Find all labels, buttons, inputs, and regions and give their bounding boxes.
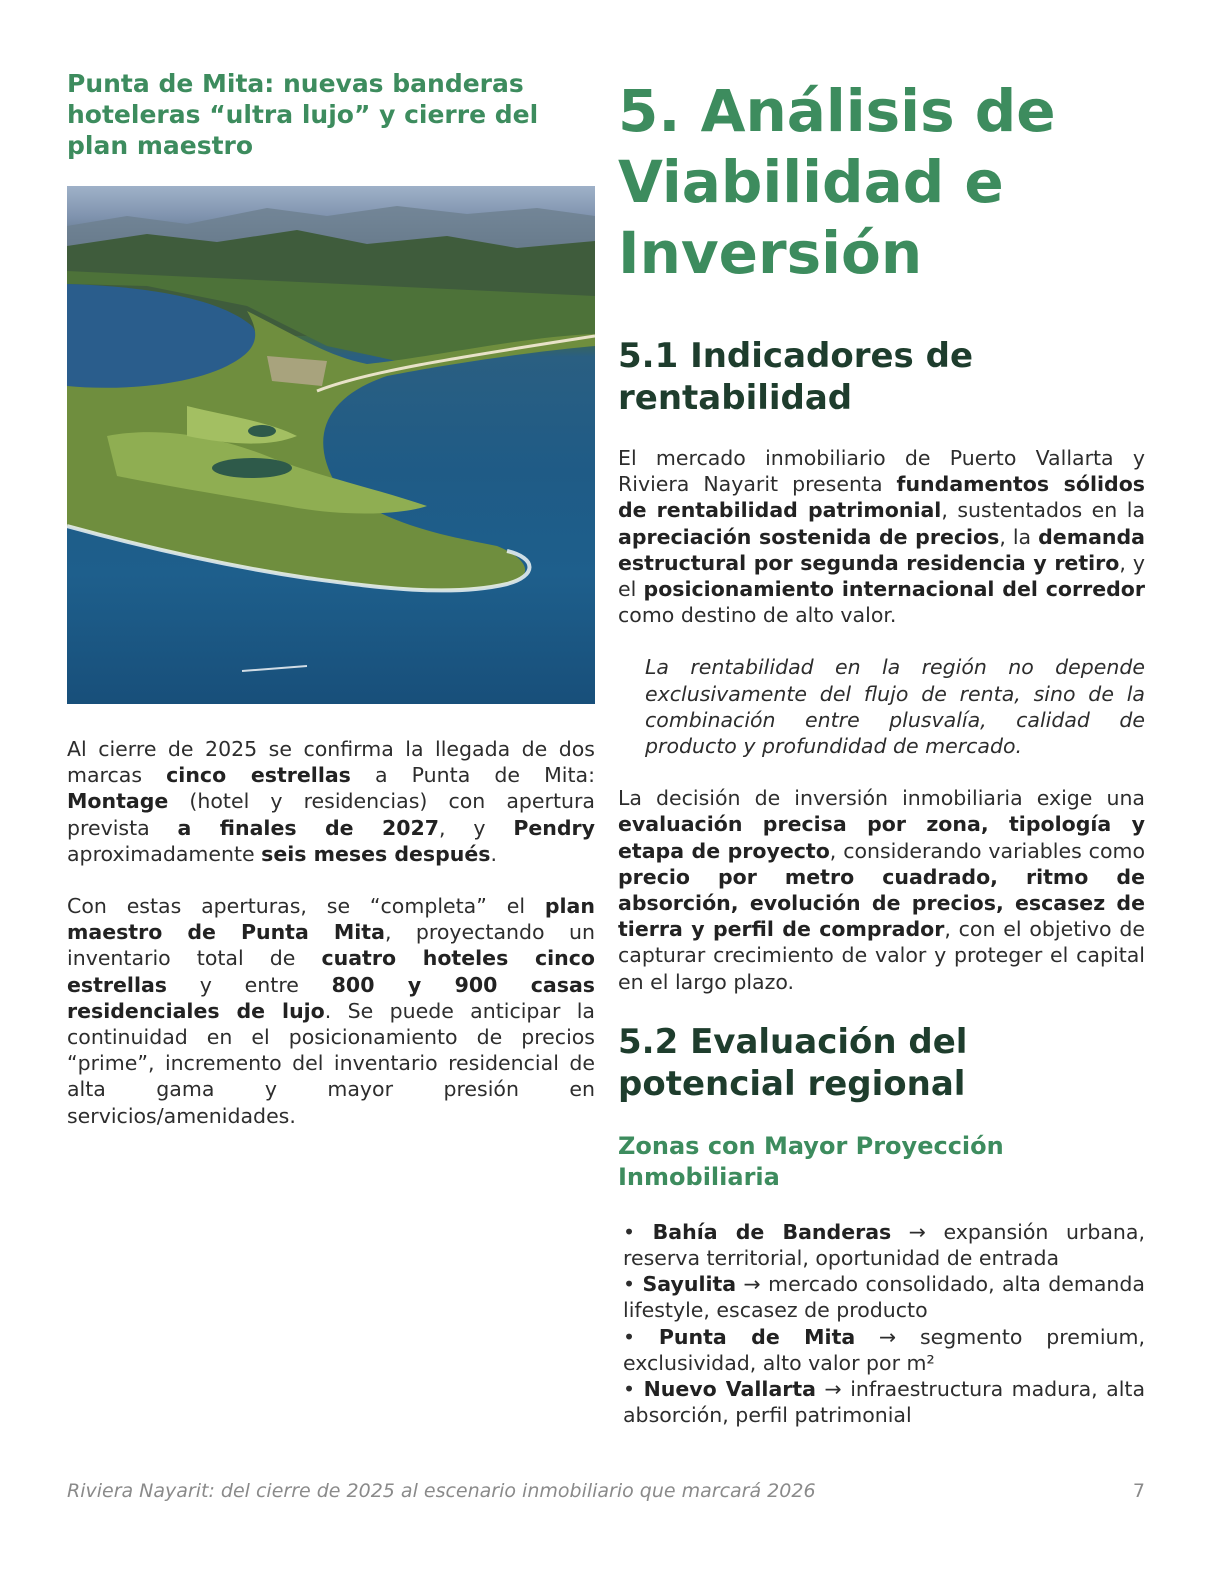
page-number: 7 <box>1132 1480 1145 1502</box>
zone-description: infraestructura madura, alta absorción, perfil patrimonial <box>623 1377 1146 1428</box>
zone-name: Punta de Mita <box>658 1324 856 1349</box>
bold-text: Montage <box>67 789 169 814</box>
zone-description: segmento premium, exclusividad, alto valor por m² <box>623 1324 1146 1375</box>
page-footer <box>67 1480 1145 1502</box>
text-run: , proyectando un inventario total de <box>67 920 595 971</box>
left-column <box>67 68 595 1129</box>
section-5-1-title: 5.1 Indicadores de rentabilidad <box>618 336 974 418</box>
zones-list <box>618 1219 1145 1429</box>
text-run: El mercado inmobiliario de Puerto Vallarta y Riviera Nayarit presenta <box>618 446 1145 497</box>
bold-text: Pendry <box>513 815 595 840</box>
text-run: , y <box>439 815 514 840</box>
bold-text: posicionamiento internacional del corredor <box>643 577 1145 602</box>
text-run: y entre <box>167 972 332 997</box>
zone-description: mercado consolidado, alta demanda lifestyle, escasez de producto <box>623 1272 1145 1323</box>
text-run: . Se puede anticipar la continuidad en el posicionamiento de precios “prime”, incremento del inventario residencial de alta gama y mayor presión en servicios/amenidades. <box>67 998 595 1128</box>
text-run: , la <box>999 524 1039 549</box>
bold-text: evaluación precisa por zona, tipología y etapa de proyecto <box>618 812 1145 863</box>
list-item: • Sayulita → mercado consolidado, alta demanda lifestyle, escasez de producto <box>623 1272 1145 1323</box>
text-run: , considerando variables como <box>829 838 1145 863</box>
chapter-title: 5. Análisis de Viabilidad e Inversión <box>618 77 1056 287</box>
bold-text: apreciación sostenida de precios <box>618 524 1000 549</box>
section-5-1-paragraph-2 <box>618 785 1145 995</box>
bold-text: a finales de 2027 <box>177 815 440 840</box>
right-column <box>618 76 1145 1428</box>
bold-text: cinco estrellas <box>166 763 351 788</box>
zone-description: expansión urbana, reserva territorial, oportunidad de entrada <box>623 1219 1146 1271</box>
pull-quote: La rentabilidad en la región no depende exclusivamente del flujo de renta, sino de la combinación entre plusvalía, calidad de producto y profundidad de mercado. <box>645 655 1145 759</box>
text-run: , con el objetivo de capturar crecimiento de valor y proteger el capital en el largo plazo. <box>618 917 1146 994</box>
list-item: • Punta de Mita → segmento premium, exclusividad, alto valor por m² <box>623 1324 1146 1375</box>
aerial-illustration <box>67 186 595 704</box>
text-run: como destino de alto valor. <box>618 603 897 628</box>
left-paragraph-1 <box>67 736 595 867</box>
zone-name: Nuevo Vallarta <box>643 1377 817 1402</box>
zone-name: Sayulita <box>642 1272 737 1297</box>
section-5-1-paragraph-1 <box>618 445 1145 628</box>
list-item: • Bahía de Banderas → expansión urbana, reserva territorial, oportunidad de entrada <box>623 1219 1146 1271</box>
text-run: Al cierre de 2025 se confirma la llegada de dos marcas <box>67 737 595 788</box>
punta-mita-aerial-photo <box>67 186 595 704</box>
bold-text: precio por metro cuadrado, ritmo de absorción, evolución de precios, escasez de tierra y perfil de comprador <box>618 864 1145 942</box>
section-5-2-title: 5.2 Evaluación del potencial regional <box>618 1021 968 1104</box>
list-item: • Nuevo Vallarta → infraestructura madura, alta absorción, perfil patrimonial <box>623 1377 1146 1428</box>
bold-text: seis meses después <box>261 841 491 866</box>
bold-text: fundamentos sólidos de rentabilidad patrimonial <box>618 472 1145 523</box>
left-paragraph-2 <box>67 893 595 1129</box>
text-run: La decisión de inversión inmobiliaria exige una <box>618 786 1145 811</box>
side-heading: Punta de Mita: nuevas banderas hoteleras “ultra lujo” y cierre del plan maestro <box>67 69 539 160</box>
bold-text: plan maestro de Punta Mita <box>67 894 595 945</box>
text-run: (hotel y residencias) con apertura prevista <box>67 789 595 840</box>
bold-text: cuatro hoteles cinco estrellas <box>67 946 595 997</box>
zone-name: Bahía de Banderas <box>652 1219 892 1244</box>
text-run: , y el <box>618 550 1145 602</box>
text-run: . <box>490 841 498 866</box>
text-run: Con estas aperturas, se “completa” el <box>67 894 545 919</box>
text-run: a Punta de Mita: <box>350 763 595 788</box>
text-run: aproximadamente <box>67 841 262 866</box>
text-run: , sustentados en la <box>941 498 1146 523</box>
bold-text: 800 y 900 casas residenciales de lujo <box>67 972 595 1023</box>
bold-text: demanda estructural por segunda residencia y retiro <box>618 524 1145 575</box>
zones-subheading: Zonas con Mayor Proyección Inmobiliaria <box>618 1131 1004 1191</box>
footer-caption: Riviera Nayarit: del cierre de 2025 al escenario inmobiliario que marcará 2026 <box>67 1480 816 1502</box>
